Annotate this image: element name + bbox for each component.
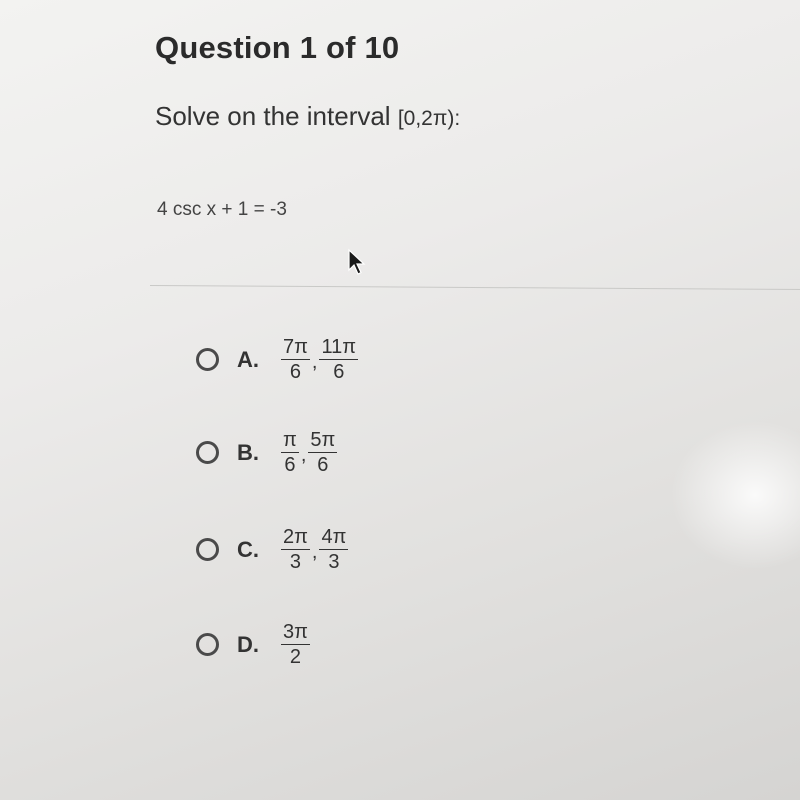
screen-glare <box>670 420 800 570</box>
numerator: 5π <box>310 429 336 451</box>
divider <box>150 285 800 290</box>
question-counter: Question 1 of 10 <box>155 30 400 65</box>
fraction <box>319 527 348 572</box>
denominator: 6 <box>289 361 302 383</box>
fraction <box>281 337 310 382</box>
fraction <box>308 430 337 475</box>
option-b[interactable] <box>196 430 337 475</box>
question-prompt <box>155 101 460 132</box>
option-answer <box>281 430 337 475</box>
denominator: 3 <box>328 551 340 573</box>
denominator: 6 <box>284 454 296 476</box>
separator: , <box>311 541 318 563</box>
numerator: π <box>283 429 297 451</box>
option-answer <box>281 337 358 382</box>
option-answer <box>281 622 310 667</box>
option-c[interactable] <box>196 527 348 572</box>
fraction <box>281 430 299 475</box>
option-a[interactable] <box>196 337 358 382</box>
interval-text: [0,2π): <box>397 107 461 130</box>
option-answer <box>281 527 348 572</box>
equation-text: 4 csc x + 1 = -3 <box>157 199 287 220</box>
denominator: 3 <box>289 551 302 573</box>
radio-empty-icon[interactable] <box>196 441 219 464</box>
denominator: 6 <box>317 454 329 476</box>
prompt-text: Solve on the interval <box>155 101 391 131</box>
fraction <box>319 337 358 382</box>
option-letter: A. <box>237 346 259 372</box>
separator: , <box>300 444 307 466</box>
numerator: 7π <box>283 336 308 358</box>
radio-empty-icon[interactable] <box>196 538 219 561</box>
numerator: 4π <box>321 526 347 548</box>
radio-empty-icon[interactable] <box>196 633 219 656</box>
option-letter: B. <box>237 439 259 465</box>
numerator: 3π <box>283 621 308 643</box>
mouse-pointer-icon <box>347 248 369 281</box>
denominator: 6 <box>333 361 345 383</box>
denominator: 2 <box>289 646 302 668</box>
fraction <box>281 622 310 667</box>
radio-empty-icon[interactable] <box>196 348 219 371</box>
option-d[interactable] <box>196 622 310 667</box>
option-letter: C. <box>237 536 259 562</box>
separator: , <box>311 351 318 373</box>
numerator: 11π <box>321 336 357 358</box>
fraction <box>281 527 310 572</box>
option-letter: D. <box>237 631 259 657</box>
numerator: 2π <box>283 526 308 548</box>
